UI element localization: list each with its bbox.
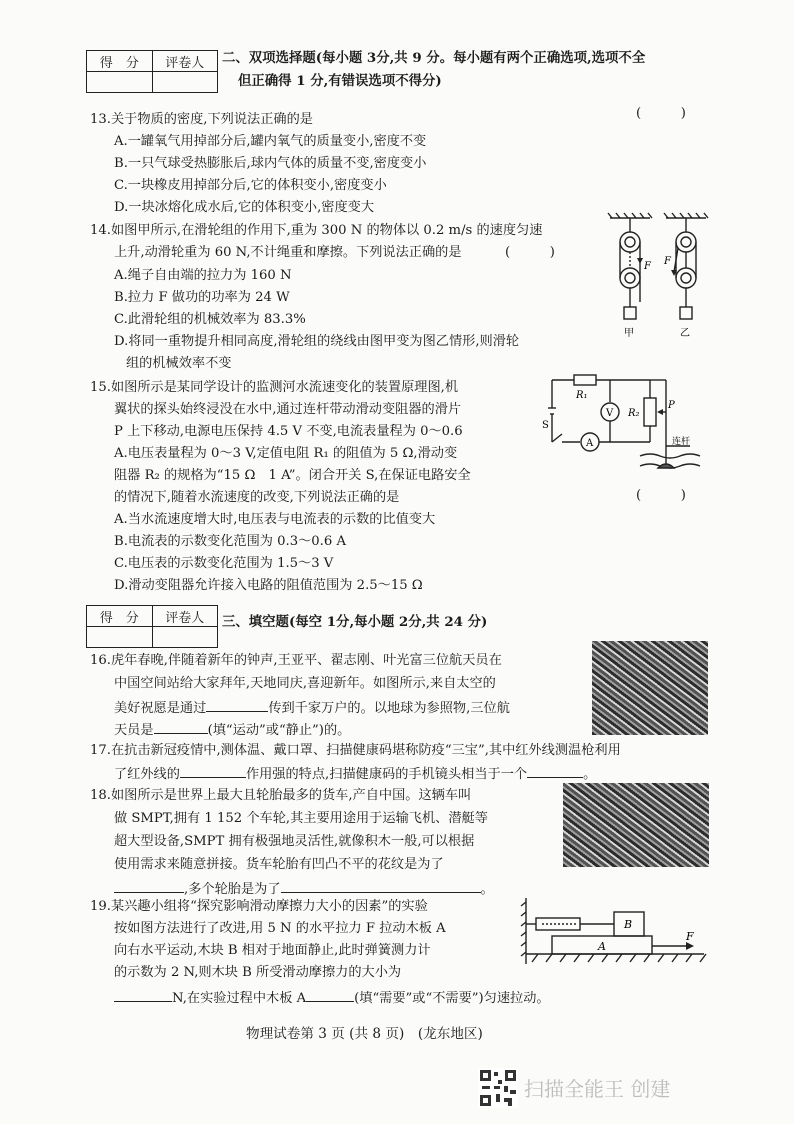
q15-option-c: C.电压表的示数变化范围为 1.5～3 V [114,556,334,571]
q15-line3: P 上下移动,电源电压保持 4.5 V 不变,电流表量程为 0～0.6 [114,424,463,439]
q15-line5: 阻器 R₂ 的规格为“15 Ω 1 A”。闭合开关 S,在保证电路安全 [114,468,471,483]
q14-option-d-1: D.将同一重物提升相同高度,滑轮组的绕线由图甲变为图乙情形,则滑轮 [114,334,520,349]
q18-line5-end: 。 [480,882,494,897]
q14-option-c: C.此滑轮组的机械效率为 83.3% [114,312,306,327]
section3-title: 三、填空题(每空 1分,每小题 2分,共 24 分) [222,614,488,630]
section2-title-2: 但正确得 1 分,有错误选项不得分) [238,73,442,89]
score-cell [87,72,153,93]
score-cell [87,627,153,648]
q15-option-b: B.电流表的示数变化范围为 0.3～0.6 A [114,534,346,549]
circuit-switch-label: S [542,420,549,431]
q13-option-a: A.一罐氧气用掉部分后,罐内氧气的质量变小,密度不变 [114,134,427,149]
grader-label: 评卷人 [152,606,218,627]
q17-line2-mid: 作用强的特点,扫描健康码的手机镜头相当于一个 [245,767,528,782]
q15-option-a: A.当水流速度增大时,电压表与电流表的示数的比值变大 [114,512,436,527]
circuit-r2-label: R₂ [628,408,640,419]
friction-board-a-label: A [598,940,606,953]
q16-blank-2 [154,719,208,734]
q16-line2: 中国空间站给大家拜年,天地同庆,喜迎新年。如图所示,来自太空的 [114,676,496,691]
q13-stem: 13.关于物质的密度,下列说法正确的是 [90,112,313,127]
q13-option-b: B.一只气球受热膨胀后,球内气体的质量不变,密度变小 [114,156,427,171]
q14-paren: ( ) [505,245,555,260]
q15-line1: 15.如图所示是某同学设计的监测河水流速变化的装置原理图,机 [90,380,459,395]
watermark-text: 扫描全能王 创建 [524,1077,671,1101]
q18-blank-2 [281,878,481,893]
q15-option-d: D.滑动变阻器允许接入电路的阻值范围为 2.5～15 Ω [114,578,423,593]
q18-line4: 使用需求来随意拼接。货车轮胎有凹凸不平的花纹是为了 [114,857,444,872]
q19-blank-2 [306,987,354,1002]
friction-figure [518,896,708,974]
q18-line2: 做 SMPT,拥有 1 152 个车轮,其主要用途用于运输飞机、潜艇等 [114,811,488,826]
q15-line4: A.电压表量程为 0～3 V,定值电阻 R₁ 的阻值为 5 Ω,滑动变 [114,446,458,461]
page-footer: 物理试卷第 3 页 (共 8 页) (龙东地区) [246,1026,483,1042]
q17-line1: 17.在抗击新冠疫情中,测体温、戴口罩、扫描健康码堪称防疫“三宝”,其中红外线测温枪利用 [90,743,621,758]
q16-line4 [114,719,350,741]
q18-line1: 18.如图所示是世界上最大且轮胎最多的货车,产自中国。这辆车叫 [90,788,472,803]
q15-paren: ( ) [636,488,686,503]
q13-option-d: D.一块冰熔化成水后,它的体积变小,密度变大 [114,200,375,215]
circuit-slider-label: P [668,400,675,411]
circuit-rod-label: 连杆 [672,437,691,447]
pulley-figure [602,212,714,342]
q19-line1: 19.某兴趣小组将“探究影响滑动摩擦力大小的因素”的实验 [90,899,428,914]
friction-block-b-label: B [624,918,633,931]
q14-option-b: B.拉力 F 做功的功率为 24 W [114,290,290,305]
pulley-label-jia: 甲 [624,328,634,339]
q17-blank-2 [527,763,583,778]
q14-line2: 上升,动滑轮重为 60 N,不计绳重和摩擦。下列说法正确的是 [114,245,462,260]
q16-line4-end: (填“运动”或“静止”)的。 [207,723,351,738]
q19-line3: 向右水平运动,木块 B 相对于地面静止,此时弹簧测力计 [114,943,431,958]
score-label: 得 分 [87,51,153,72]
q13-paren: ( ) [636,106,686,121]
friction-force-label: F [686,930,694,943]
circuit-r1-label: R₁ [576,390,588,401]
q19-line4: 的示数为 2 N,则木块 B 所受滑动摩擦力的大小为 [114,965,402,980]
q13-option-c: C.一块橡皮用掉部分后,它的体积变小,密度变小 [114,178,387,193]
q17-line2-end: 。 [583,767,597,782]
q16-blank-1 [206,697,268,712]
q14-option-a: A.绳子自由端的拉力为 160 N [114,268,292,283]
q15-line2: 翼状的探头始终浸没在水中,通过连杆带动滑动变阻器的滑片 [114,402,462,417]
q16-line3 [114,697,510,719]
section2-title-1: 二、双项选择题(每小题 3分,共 9 分。每小题有两个正确选项,选项不全 [222,50,646,66]
circuit-figure [540,372,712,484]
q16-line3-end: 传到千家万户的。以地球为参照物,三位航 [268,701,510,716]
score-box-section2 [86,50,218,93]
q19-line5-mid: N,在实验过程中木板 A [172,991,307,1006]
grader-cell [152,72,218,93]
q18-line3: 超大型设备,SMPT 拥有极强地灵活性,就像积木一般,可以根据 [114,834,475,849]
score-box-section3 [86,605,218,648]
truck-photo [563,783,709,867]
score-label: 得 分 [87,606,153,627]
q17-line2-start: 了红外线的 [114,767,180,782]
circuit-voltmeter-label: V [606,408,614,419]
q19-line5-end: (填“需要”或“不需要”)匀速拉动。 [354,991,550,1006]
pulley-f-label-jia: F [644,261,651,272]
q14-option-d-2: 组的机械效率不变 [126,356,232,371]
q16-line1: 16.虎年春晚,伴随着新年的钟声,王亚平、翟志刚、叶光富三位航天员在 [90,653,502,668]
pulley-f-label-yi: F [664,256,671,267]
astronauts-photo [592,641,708,735]
q17-blank-1 [180,763,246,778]
q16-line3-start: 美好祝愿是通过 [114,701,207,716]
q16-line4-start: 天员是 [114,723,154,738]
q19-line5 [114,987,550,1009]
q19-blank-1 [114,987,172,1002]
circuit-ammeter-label: A [586,438,594,449]
q17-line2 [114,763,596,785]
grader-label: 评卷人 [152,51,218,72]
q19-line2: 按如图方法进行了改进,用 5 N 的水平拉力 F 拉动木板 A [114,921,446,936]
q15-line6: 的情况下,随着水流速度的改变,下列说法正确的是 [114,490,400,505]
pulley-label-yi: 乙 [680,328,690,339]
qr-code-icon [478,1068,518,1108]
q18-blank-1 [114,878,184,893]
grader-cell [152,627,218,648]
q18-line5-mid: ,多个轮胎是为了 [184,882,281,897]
q14-line1: 14.如图甲所示,在滑轮组的作用下,重为 300 N 的物体以 0.2 m/s 的速度匀速 [90,223,543,238]
